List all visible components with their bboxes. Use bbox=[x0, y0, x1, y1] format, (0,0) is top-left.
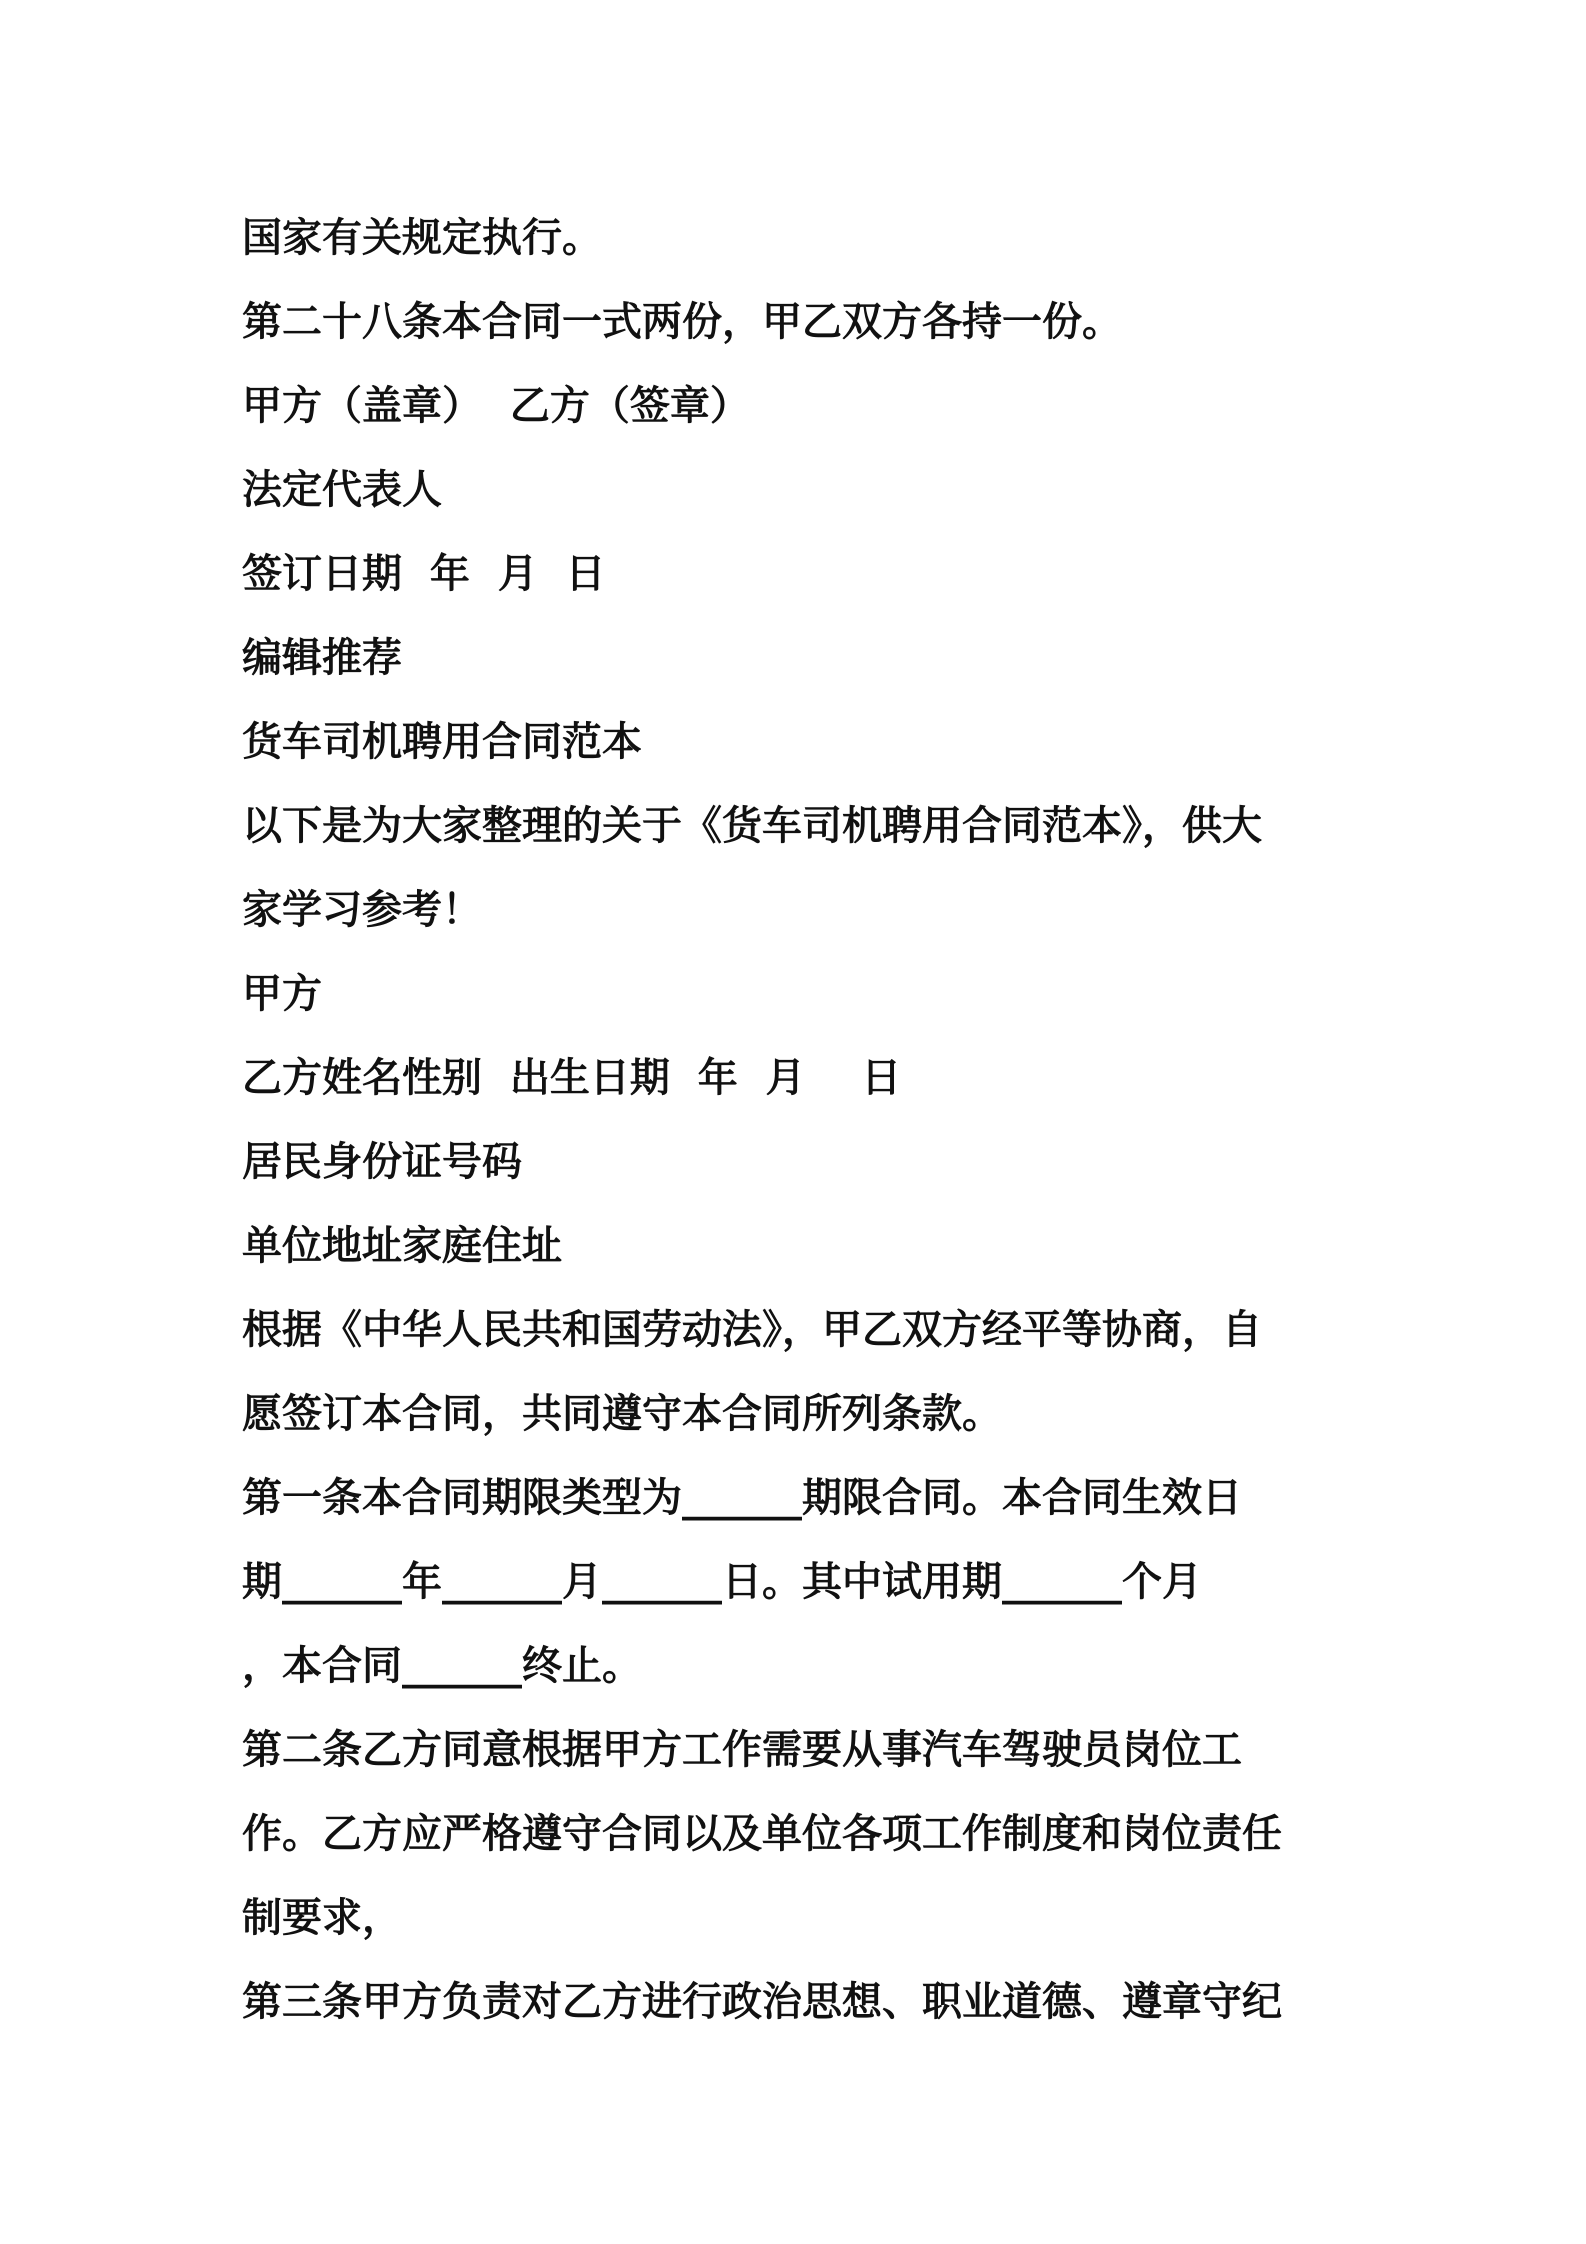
text-line: 甲方（盖章） 乙方（签章） bbox=[242, 383, 750, 429]
text-line: 第三条甲方负责对乙方进行政治思想、职业道德、遵章守纪 bbox=[242, 1979, 1282, 2025]
text-line: 乙方姓名性别 出生日期 年 月 日 bbox=[242, 1055, 902, 1101]
text-line: 以下是为大家整理的关于《货车司机聘用合同范本》，供大 bbox=[242, 803, 1262, 849]
text-line: 法定代表人 bbox=[242, 467, 442, 513]
text-line: ，本合同______终止。 bbox=[242, 1643, 642, 1689]
text-line: 国家有关规定执行。 bbox=[242, 215, 602, 261]
text-line: 第一条本合同期限类型为______期限合同。本合同生效日 bbox=[242, 1475, 1242, 1521]
text-line: 愿签订本合同，共同遵守本合同所列条款。 bbox=[242, 1391, 1002, 1437]
text-line: 家学习参考！ bbox=[242, 887, 482, 933]
text-line: 签订日期 年 月 日 bbox=[242, 551, 606, 597]
text-line: 第二十八条本合同一式两份，甲乙双方各持一份。 bbox=[242, 299, 1122, 345]
text-line: 货车司机聘用合同范本 bbox=[242, 719, 642, 765]
document-body bbox=[242, 196, 1360, 2044]
text-line: 甲方 bbox=[242, 971, 322, 1017]
text-line: 居民身份证号码 bbox=[242, 1139, 522, 1185]
text-line: 编辑推荐 bbox=[242, 635, 402, 681]
text-line: 根据《中华人民共和国劳动法》，甲乙双方经平等协商，自 bbox=[242, 1307, 1262, 1353]
text-line: 单位地址家庭住址 bbox=[242, 1223, 562, 1269]
text-line: 期______年______月______日。其中试用期______个月 bbox=[242, 1559, 1202, 1605]
text-line: 制要求， bbox=[242, 1895, 402, 1941]
text-line: 作。乙方应严格遵守合同以及单位各项工作制度和岗位责任 bbox=[242, 1811, 1282, 1857]
text-line: 第二条乙方同意根据甲方工作需要从事汽车驾驶员岗位工 bbox=[242, 1727, 1242, 1773]
